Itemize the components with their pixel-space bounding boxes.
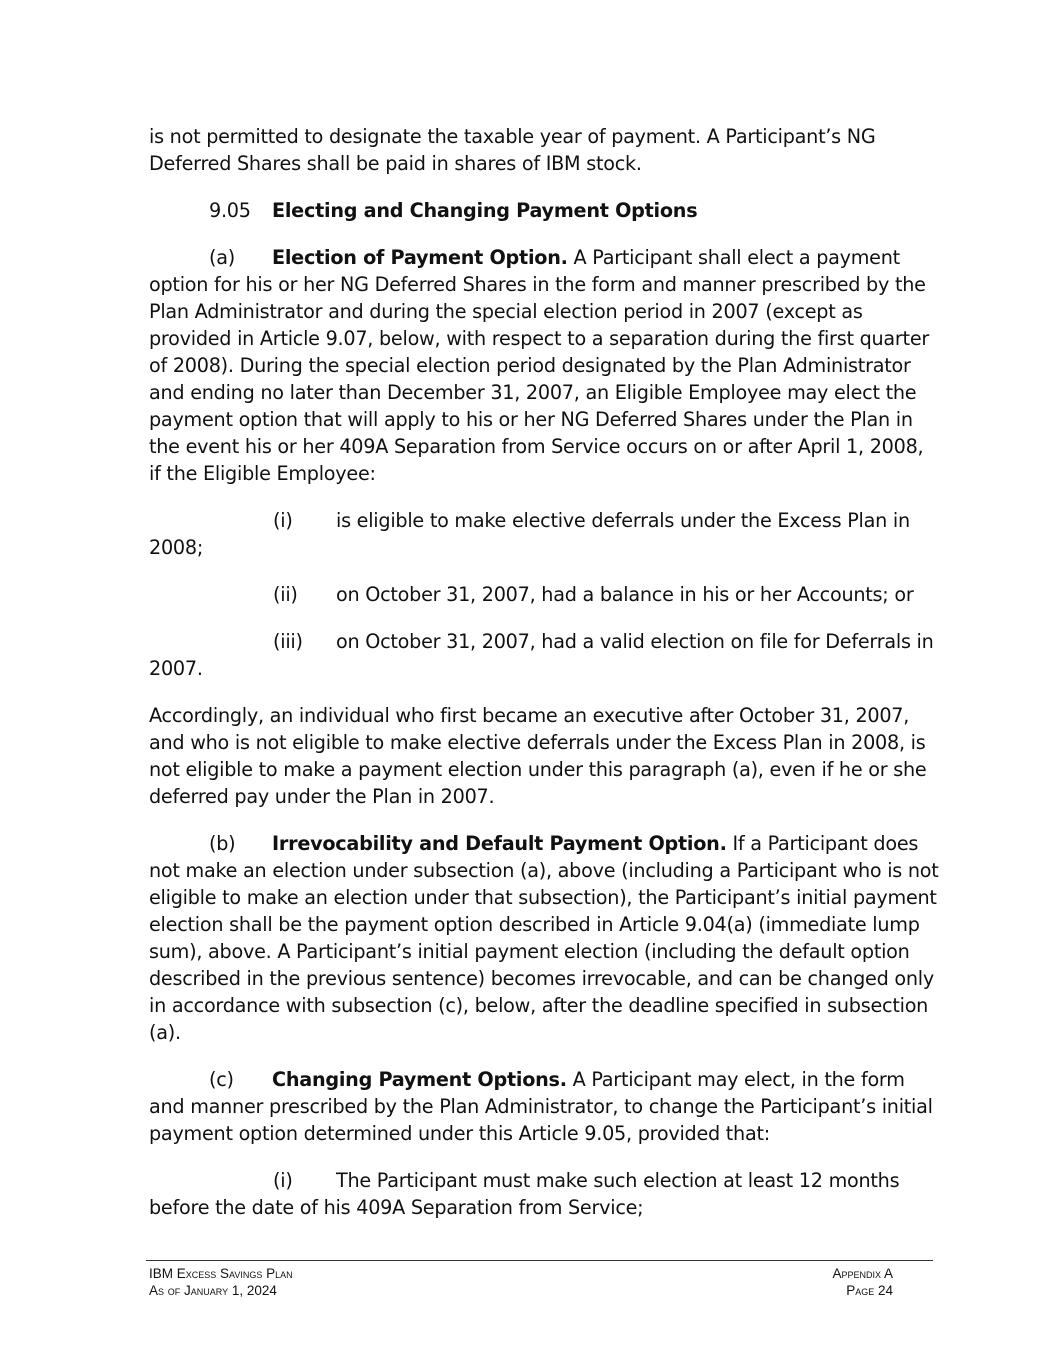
paragraph-b-lead: Irrevocability and Default Payment Option. (272, 832, 727, 855)
paragraph-a-item (149, 581, 939, 608)
paragraph-a-lead: Election of Payment Option. (272, 246, 568, 269)
item-text: on October 31, 2007, had a valid election on file for Deferrals in 2007. (149, 630, 934, 680)
footer-page-number: Page 24 (846, 1283, 893, 1298)
paragraph-b (149, 830, 939, 1046)
footer-as-of: As of January 1, 2024 (149, 1283, 277, 1298)
section-title: Electing and Changing Payment Options (272, 199, 698, 222)
paragraph-a-text: A Participant shall elect a payment option for his or her NG Deferred Shares in the form and manner prescribed by the Plan Administrator and during the special election period in 2007 (except as provided in Article 9.07, below, with respect to a separation during the first quarter of 2008). During the special election period designated by the Plan Administrator and ending no later than December 31, 2007, an Eligible Employee may elect the payment option that will apply to his or her NG Deferred Shares under the Plan in the event his or her 409A Separation from Service occurs on or after April 1, 2008, if the Eligible Employee: (149, 246, 930, 485)
document-body (149, 123, 939, 1241)
item-label: (i) (273, 1169, 293, 1192)
section-number: 9.05 (209, 199, 251, 222)
item-text: The Participant must make such election at least 12 months before the date of his 409A Separation from Service; (149, 1169, 900, 1219)
item-label: (iii) (273, 630, 303, 653)
paragraph-a (149, 244, 939, 487)
footer-appendix: Appendix A (832, 1266, 893, 1281)
paragraph-c-text: A Participant may elect, in the form and manner prescribed by the Plan Administrator, to change the Participant’s initial payment option determined under this Article 9.05, provided that: (149, 1068, 933, 1145)
page-footer (146, 1260, 933, 1299)
paragraph-b-label: (b) (209, 832, 236, 855)
footer-plan-name: IBM Excess Savings Plan (149, 1266, 293, 1281)
paragraph-c-lead: Changing Payment Options. (272, 1068, 567, 1091)
paragraph-c-label: (c) (209, 1068, 234, 1091)
paragraph-a-item (149, 507, 939, 561)
item-text: is eligible to make elective deferrals under the Excess Plan in 2008; (149, 509, 910, 559)
item-label: (i) (273, 509, 293, 532)
paragraph-a-item (149, 628, 939, 682)
paragraph-a-label: (a) (209, 246, 235, 269)
continuation-paragraph: is not permitted to designate the taxable year of payment. A Participant’s NG Deferred Shares shall be paid in shares of IBM stock. (149, 125, 876, 175)
section-heading (149, 197, 939, 224)
paragraph-b-text: If a Participant does not make an election under subsection (a), above (including a Participant who is not eligible to make an election under that subsection), the Participant’s initial payment election shall be the payment option described in Article 9.04(a) (immediate lump sum), above. A Participant’s initial payment election (including the default option described in the previous sentence) becomes irrevocable, and can be changed only in accordance with subsection (c), below, after the deadline specified in subsection (a). (149, 832, 939, 1044)
paragraph-c-item (149, 1167, 939, 1221)
paragraph-a-conclusion: Accordingly, an individual who first became an executive after October 31, 2007, and who is not eligible to make elective deferrals under the Excess Plan in 2008, is not eligible to make a payment election under this paragraph (a), even if he or she deferred pay under the Plan in 2007. (149, 704, 927, 808)
paragraph-c (149, 1066, 939, 1147)
item-text: on October 31, 2007, had a balance in his or her Accounts; or (336, 583, 914, 606)
item-label: (ii) (273, 583, 298, 606)
